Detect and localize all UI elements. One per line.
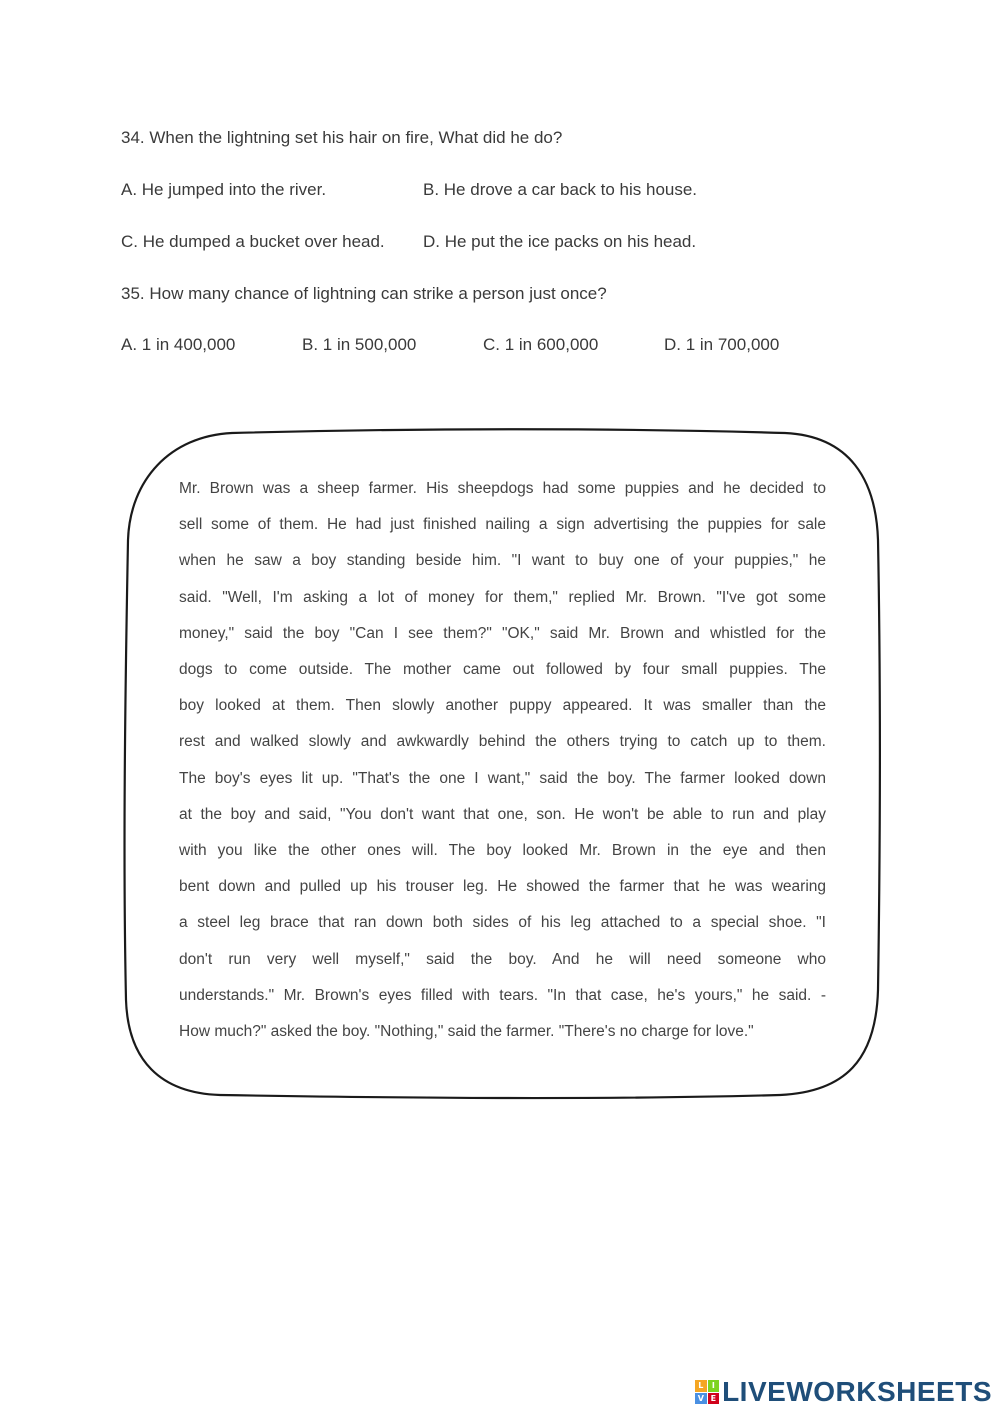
passage-line: rest and walked slowly and awkwardly behind the others trying to catch up to them. [179,733,826,751]
passage-line: How much?" asked the boy. "Nothing," said the farmer. "There's no charge for love." [179,1023,754,1040]
passage-line: money," said the boy "Can I see them?" "OK," said Mr. Brown and whistled for the [179,624,826,642]
question-35-option-a[interactable]: A. 1 in 400,000 [121,335,236,354]
brand-name: LIVEWORKSHEETS [722,1376,992,1407]
question-34-option-c[interactable]: C. He dumped a bucket over head. [121,232,385,251]
passage-line: bent down and pulled up his trouser leg. He showed the farmer that he was wearing [179,878,826,896]
passage-line: with you like the other ones will. The boy looked Mr. Brown in the eye and then [179,842,826,859]
passage-line: dogs to come outside. The mother came out followed by four small puppies. The [179,661,826,678]
passage-line: boy looked at them. Then slowly another puppy appeared. It was smaller than the [179,697,826,715]
passage-line: Mr. Brown was a sheep farmer. His sheepdogs had some puppies and he decided to [179,480,826,497]
question-35-option-c[interactable]: C. 1 in 600,000 [483,335,599,354]
question-34-option-a[interactable]: A. He jumped into the river. [121,180,327,199]
passage-line: at the boy and said, "You don't want that one, son. He won't be able to run and play [179,805,826,823]
passage-line: The boy's eyes lit up. "That's the one I want," said the boy. The farmer looked down [179,769,826,787]
logo-letter: V [695,1393,707,1405]
passage-line: don't run very well myself," said the boy. And he will need someone who [179,950,826,968]
passage-line: sell some of them. He had just finished nailing a sign advertising the puppies for sale [179,516,826,534]
logo-letter: E [708,1393,720,1405]
liveworksheets-logo-icon [695,1380,719,1404]
logo-letter: I [708,1380,720,1392]
liveworksheets-brand [695,1377,992,1407]
passage-line: a steel leg brace that ran down both sides of his leg attached to a special shoe. "I [179,914,826,932]
logo-letter: L [695,1380,707,1392]
question-35-option-d[interactable]: D. 1 in 700,000 [664,335,780,354]
question-35-option-b[interactable]: B. 1 in 500,000 [302,335,417,354]
question-34-option-d[interactable]: D. He put the ice packs on his head. [423,232,697,251]
question-34-option-b[interactable]: B. He drove a car back to his house. [423,180,698,199]
passage-line: when he saw a boy standing beside him. "I want to buy one of your puppies," he [179,552,826,570]
question-34-text: 34. When the lightning set his hair on fire, What did he do? [121,128,563,147]
question-35-text: 35. How many chance of lightning can strike a person just once? [121,284,607,303]
passage-line: said. "Well, I'm asking a lot of money for them," replied Mr. Brown. "I've got some [179,588,826,606]
passage-line: understands." Mr. Brown's eyes filled with tears. "In that case, he's yours," he said. - [179,986,826,1004]
